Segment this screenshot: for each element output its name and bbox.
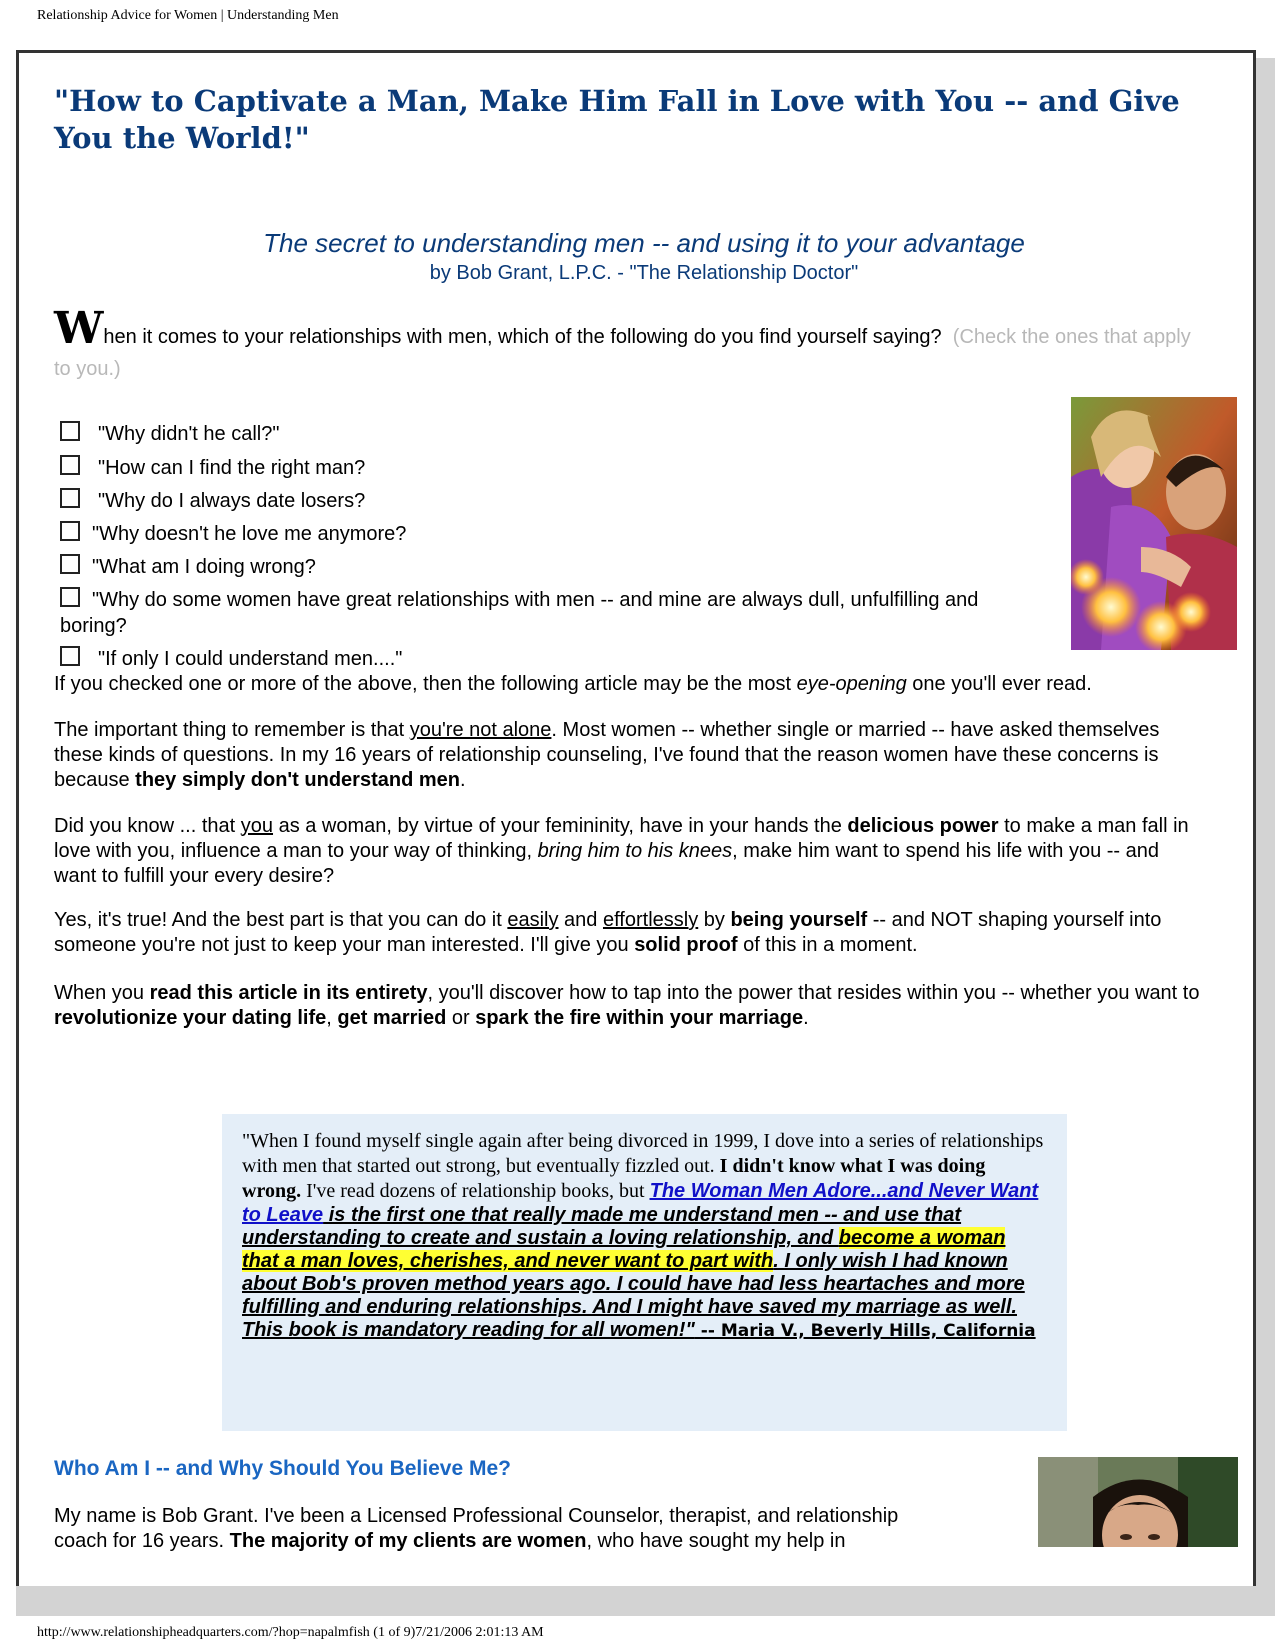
paragraph-2: The important thing to remember is that you're not alone. Most women -- whether single or married -- have asked themselves these kinds of questions. In my 16 years of relationship counseling, I've found that the reason women have these concerns is because they simply don't understand men. [54,719,1160,791]
paragraph-3: Did you know ... that you as a woman, by virtue of your femininity, have in your hands the delicious power to make a man fall in love with you, influence a man to your way of thinking, bring him to his knees, make him want to spend his life with you -- and want to fulfill your every desire? [54,815,1189,887]
testimonial-box: "When I found myself single again after being divorced in 1999, I dove into a series of relationships with men that started out strong, but eventually fizzled out. I didn't know what I was doing wrong. I've read dozens of relationship books, but The Woman Men Adore...and Never Want to Leave is the first one that really made me understand men -- and use that understanding to create and sustain a loving relationship, and become a woman that a man loves, cherishes, and never want to part with. I only wish I had known about Bob's proven method years ago. I could have had less heartaches and more fulfilling and enduring relationships. And I might have saved my marriage as well. This book is mandatory reading for all women!" -- Maria V., Beverly Hills, California [222,1114,1067,1431]
checkbox-icon[interactable] [60,455,80,475]
page-frame [16,50,1256,1586]
headline: "How to Captivate a Man, Make Him Fall in Love with You -- and Give You the World!" [54,84,1180,155]
checkbox-icon[interactable] [60,421,80,441]
intro-text: hen it comes to your relationships with men, which of the following do you find yourself saying? [103,326,942,348]
drop-cap: W [54,303,104,354]
checkbox-icon[interactable] [60,587,80,607]
checklist-item[interactable]: "What am I doing wrong? [60,554,1060,580]
paragraph-1: If you checked one or more of the above, then the following article may be the most eye-opening one you'll ever read. [54,673,1092,695]
intro-note: (Check the ones that apply to you.) [54,326,1191,380]
checkbox-icon[interactable] [60,521,80,541]
testimonial-text: "When I found myself single again after being divorced in 1999, I dove into a series of relationships with men that started out strong, but eventually fizzled out. I didn't know what I was doing wrong. I've read dozens of relationship books, but [242,1130,1044,1202]
intro-paragraph [54,303,1204,385]
paragraph-4: Yes, it's true! And the best part is that you can do it easily and effortlessly by being yourself -- and NOT shaping yourself into someone you're not just to keep your man interested. I'll give you solid proof of this in a moment. [54,909,1162,956]
subtitle: The secret to understanding men -- and using it to your advantage [263,228,1025,258]
checklist-item[interactable]: "How can I find the right man? [60,455,1060,481]
checklist-item[interactable]: "Why do some women have great relationships with men -- and mine are always dull, unfulfilling and boring? [60,589,979,637]
print-footer: http://www.relationshipheadquarters.com/?hop=napalmfish (1 of 9)7/21/2006 2:01:13 AM [37,1625,544,1640]
section-heading: Who Am I -- and Why Should You Believe Me? [54,1457,511,1480]
checklist-item[interactable]: "Why didn't he call?" [60,421,1060,447]
paragraph-6: My name is Bob Grant. I've been a Licensed Professional Counselor, therapist, and relationship coach for 16 years. The majority of my clients are women, who have sought my help in [54,1505,899,1552]
testimonial-signature: -- Maria V., Beverly Hills, California [694,1321,1036,1341]
checklist-item[interactable]: "Why do I always date losers? [60,488,1060,514]
couple-photo-image [1071,397,1237,650]
checklist-item[interactable]: "If only I could understand men...." [60,646,1060,672]
author-photo-image [1038,1457,1238,1547]
checkbox-icon[interactable] [60,554,80,574]
book-link[interactable]: The Woman Men Adore...and Never Want to Leave [242,1180,1039,1226]
author-photo [1038,1457,1238,1547]
highlighted-quote: become a woman that a man loves, cherishes, and never want to part with [242,1227,1006,1272]
byline: by Bob Grant, L.P.C. - "The Relationship Doctor" [429,262,859,284]
print-header: Relationship Advice for Women | Understanding Men [37,8,339,23]
checklist-item[interactable]: "Why doesn't he love me anymore? [60,521,1060,547]
checklist [60,421,1060,672]
checkbox-icon[interactable] [60,488,80,508]
page-bottom-band [16,1586,1275,1616]
checkbox-icon[interactable] [60,646,80,666]
frame-shadow [1256,58,1275,1586]
couple-photo [1071,397,1237,650]
paragraph-5: When you read this article in its entirety, you'll discover how to tap into the power that resides within you -- whether you want to revolutionize your dating life, get married or spark the fire within your marriage. [54,982,1200,1029]
